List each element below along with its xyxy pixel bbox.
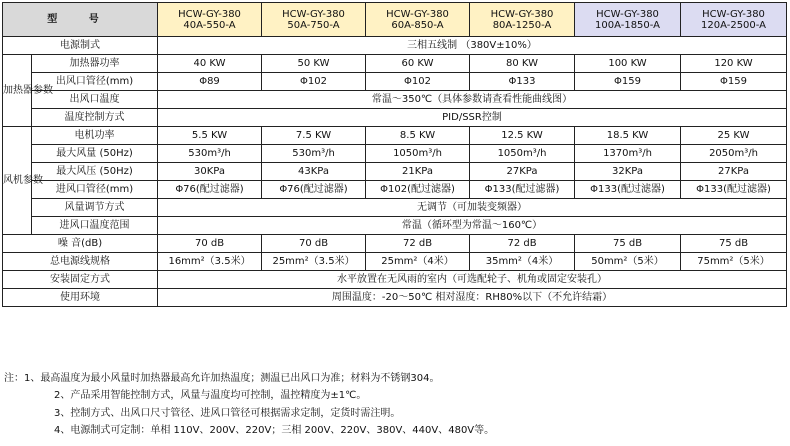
max-pressure-cell: 27KPa [681, 163, 787, 181]
motor-power-cell: 12.5 KW [470, 127, 575, 145]
max-flow-cell: 1050m³/h [366, 145, 470, 163]
max-flow-cell: 1370m³/h [575, 145, 681, 163]
cable-cell: 50mm²（5米） [575, 253, 681, 271]
cable-cell: 35mm²（4米） [470, 253, 575, 271]
outlet-diameter-cell: Φ159 [681, 73, 787, 91]
install-label: 安装固定方式 [3, 271, 158, 289]
heater-power-cell: 60 KW [366, 55, 470, 73]
inlet-temperature-label: 进风口温度范围 [32, 217, 158, 235]
motor-power-label: 电机功率 [32, 127, 158, 145]
cable-label: 总电源线规格 [3, 253, 158, 271]
environment-value: 周围温度：-20～50℃ 相对湿度：RH80%以下（不允许结霜） [158, 289, 787, 307]
model-name: HCW-GY-380 [282, 8, 345, 20]
environment-label: 使用环境 [3, 289, 158, 307]
inlet-diameter-cell: Φ133(配过滤器) [575, 181, 681, 199]
spec-table [2, 2, 787, 307]
header-row [3, 3, 787, 37]
model-col-3 [366, 3, 470, 37]
model-spec: 60A-850-A [391, 19, 444, 31]
motor-power-row [3, 127, 787, 145]
noise-cell: 75 dB [575, 235, 681, 253]
cable-cell: 16mm²（3.5米） [158, 253, 262, 271]
inlet-diameter-cell: Φ102(配过滤器) [366, 181, 470, 199]
outlet-temperature-label: 出风口温度 [32, 91, 158, 109]
model-spec: 50A-750-A [287, 19, 340, 31]
max-pressure-cell: 43KPa [262, 163, 366, 181]
fan-group-label: 风机参数 [3, 127, 32, 235]
model-name: HCW-GY-380 [386, 8, 449, 20]
model-spec: 120A-2500-A [701, 19, 767, 31]
max-pressure-cell: 27KPa [470, 163, 575, 181]
model-name: HCW-GY-380 [490, 8, 554, 20]
noise-cell: 72 dB [470, 235, 575, 253]
outlet-diameter-cell: Φ89 [158, 73, 262, 91]
model-spec: 100A-1850-A [595, 19, 661, 31]
model-col-4 [470, 3, 575, 37]
max-pressure-cell: 30KPa [158, 163, 262, 181]
max-pressure-cell: 32KPa [575, 163, 681, 181]
outlet-diameter-label: 出风口管径(mm) [32, 73, 158, 91]
outlet-temperature-row [3, 91, 787, 109]
max-flow-cell: 2050m³/h [681, 145, 787, 163]
model-name: HCW-GY-380 [596, 8, 659, 20]
max-pressure-cell: 21KPa [366, 163, 470, 181]
noise-cell: 70 dB [158, 235, 262, 253]
heater-group-label: 加热器参数 [3, 55, 32, 127]
noise-cell: 70 dB [262, 235, 366, 253]
outlet-temperature-value: 常温～350℃（具体参数请查看性能曲线图） [158, 91, 787, 109]
cable-cell: 25mm²（3.5米） [262, 253, 366, 271]
inlet-diameter-cell: Φ76(配过滤器) [158, 181, 262, 199]
model-spec: 80A-1250-A [492, 19, 552, 31]
max-pressure-row [3, 163, 787, 181]
motor-power-cell: 7.5 KW [262, 127, 366, 145]
heater-power-cell: 100 KW [575, 55, 681, 73]
install-row [3, 271, 787, 289]
notes-block [4, 370, 784, 440]
model-col-5 [575, 3, 681, 37]
cable-cell: 25mm²（4米） [366, 253, 470, 271]
temp-control-label: 温度控制方式 [32, 109, 158, 127]
max-flow-label: 最大风量 (50Hz) [32, 145, 158, 163]
outlet-diameter-cell: Φ102 [262, 73, 366, 91]
model-col-1 [158, 3, 262, 37]
model-header-title: 型 号 [3, 3, 158, 37]
noise-row [3, 235, 787, 253]
noise-cell: 75 dB [681, 235, 787, 253]
outlet-diameter-cell: Φ159 [575, 73, 681, 91]
inlet-diameter-cell: Φ133(配过滤器) [681, 181, 787, 199]
inlet-diameter-row [3, 181, 787, 199]
flow-adjust-row [3, 199, 787, 217]
motor-power-cell: 25 KW [681, 127, 787, 145]
note-line: 3、控制方式、出风口尺寸管径、进风口管径可根据需求定制，定货时需注明。 [54, 407, 401, 419]
max-flow-row [3, 145, 787, 163]
note-line: 4、电源制式可定制：单相 110V、200V、220V；三相 200V、220V、380V、440V、480V等。 [54, 425, 495, 437]
temp-control-row [3, 109, 787, 127]
heater-power-cell: 50 KW [262, 55, 366, 73]
outlet-diameter-cell: Φ133 [470, 73, 575, 91]
noise-label: 噪 音(dB) [3, 235, 158, 253]
power-system-row [3, 37, 787, 55]
outlet-diameter-row [3, 73, 787, 91]
model-name: HCW-GY-380 [178, 8, 241, 20]
temp-control-value: PID/SSR控制 [158, 109, 787, 127]
heater-power-row [3, 55, 787, 73]
noise-cell: 72 dB [366, 235, 470, 253]
heater-power-cell: 120 KW [681, 55, 787, 73]
power-system-label: 电源制式 [3, 37, 158, 55]
cable-row [3, 253, 787, 271]
inlet-diameter-label: 进风口管径(mm) [32, 181, 158, 199]
motor-power-cell: 8.5 KW [366, 127, 470, 145]
inlet-diameter-cell: Φ133(配过滤器) [470, 181, 575, 199]
inlet-temperature-value: 常温（循环型为常温～160℃） [158, 217, 787, 235]
note-line: 2、产品采用智能控制方式，风量与温度均可控制，温控精度为±1℃。 [54, 390, 367, 402]
model-name: HCW-GY-380 [702, 8, 765, 20]
cable-cell: 75mm²（5米） [681, 253, 787, 271]
spec-sheet [2, 2, 786, 307]
model-col-2 [262, 3, 366, 37]
heater-power-label: 加热器功率 [32, 55, 158, 73]
heater-power-cell: 40 KW [158, 55, 262, 73]
model-col-6 [681, 3, 787, 37]
note-line: 注：1、最高温度为最小风量时加热器最高允许加热温度；测温已出风口为准；材料为不锈钢304。 [4, 373, 440, 384]
motor-power-cell: 5.5 KW [158, 127, 262, 145]
heater-power-cell: 80 KW [470, 55, 575, 73]
motor-power-cell: 18.5 KW [575, 127, 681, 145]
max-flow-cell: 530m³/h [158, 145, 262, 163]
flow-adjust-value: 无调节（可加装变频器） [158, 199, 787, 217]
model-spec: 40A-550-A [183, 19, 236, 31]
max-flow-cell: 530m³/h [262, 145, 366, 163]
max-pressure-label: 最大风压 (50Hz) [32, 163, 158, 181]
outlet-diameter-cell: Φ102 [366, 73, 470, 91]
install-value: 水平放置在无风雨的室内（可选配轮子、机角或固定安装孔） [158, 271, 787, 289]
environment-row [3, 289, 787, 307]
inlet-temperature-row [3, 217, 787, 235]
inlet-diameter-cell: Φ76(配过滤器) [262, 181, 366, 199]
max-flow-cell: 1050m³/h [470, 145, 575, 163]
power-system-value: 三相五线制 （380V±10%） [158, 37, 787, 55]
flow-adjust-label: 风量调节方式 [32, 199, 158, 217]
